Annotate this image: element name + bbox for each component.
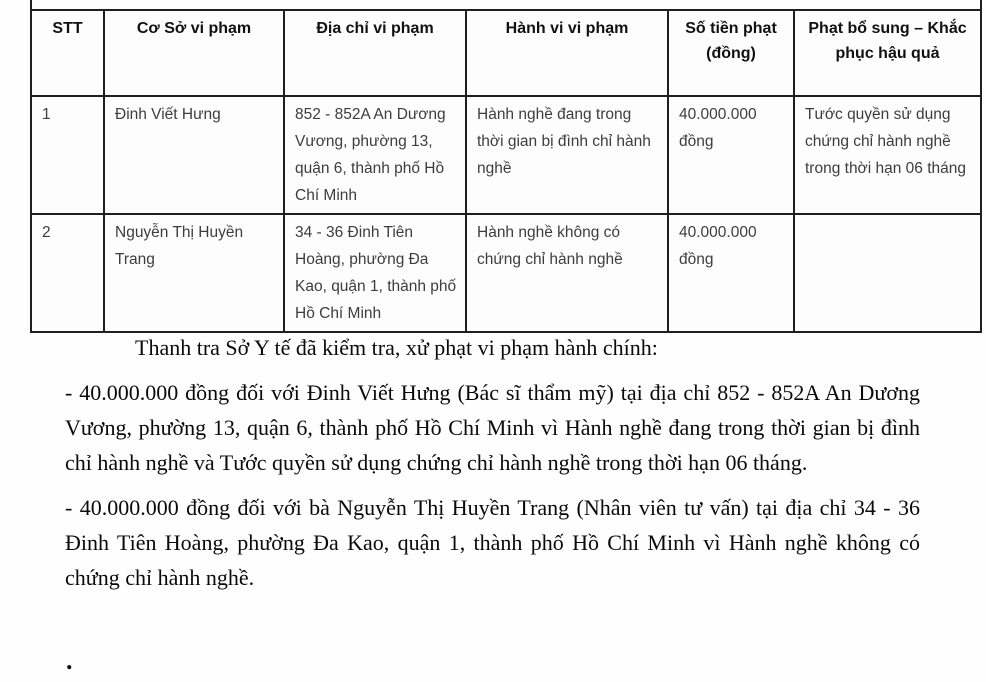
header-behavior: Hành vi vi phạm — [466, 10, 668, 96]
table-row — [31, 214, 981, 332]
intro-paragraph: Thanh tra Sở Y tế đã kiểm tra, xử phạt vi phạm hành chính: — [135, 335, 658, 360]
cell-additional-penalty: Tước quyền sử dụng chứng chỉ hành nghề trong thời hạn 06 tháng — [794, 96, 981, 214]
cell-behavior: Hành nghề không có chứng chỉ hành nghề — [466, 214, 668, 332]
penalty-item-1: - 40.000.000 đồng đối với Đinh Viết Hưng (Bác sĩ thẩm mỹ) tại địa chỉ 852 - 852A An Dương Vương, phường 13, quận 6, thành phố Hồ Chí Minh vì Hành nghề đang trong thời gian bị đình chỉ hành nghề và Tước quyền sử dụng chứng chỉ hành nghề trong thời hạn 06 tháng. — [65, 380, 920, 475]
cell-address: 852 - 852A An Dương Vương, phường 13, quận 6, thành phố Hồ Chí Minh — [284, 96, 466, 214]
cell-behavior: Hành nghề đang trong thời gian bị đình chỉ hành nghề — [466, 96, 668, 214]
cell-facility: Đinh Viết Hưng — [104, 96, 284, 214]
table-header-row — [31, 10, 981, 96]
cell-fine: 40.000.000 đồng — [668, 96, 794, 214]
penalty-item-2: - 40.000.000 đồng đối với bà Nguyễn Thị Huyền Trang (Nhân viên tư vấn) tại địa chỉ 34 - 36 Đinh Tiên Hoàng, phường Đa Kao, quận 1, thành phố Hồ Chí Minh vì Hành nghề không có chứng chỉ hành nghề. — [65, 495, 920, 590]
cell-stt: 2 — [31, 214, 104, 332]
cell-additional-penalty — [794, 214, 981, 332]
previous-row-sliver — [30, 0, 982, 9]
header-stt: STT — [31, 10, 104, 96]
header-address: Địa chỉ vi phạm — [284, 10, 466, 96]
trailing-period-mark: . — [66, 646, 73, 675]
header-additional-penalty: Phạt bổ sung – Khắc phục hậu quả — [794, 10, 981, 96]
header-fine: Số tiền phạt (đồng) — [668, 10, 794, 96]
cell-address: 34 - 36 Đinh Tiên Hoàng, phường Đa Kao, quận 1, thành phố Hồ Chí Minh — [284, 214, 466, 332]
cell-facility: Nguyễn Thị Huyền Trang — [104, 214, 284, 332]
header-facility: Cơ Sở vi phạm — [104, 10, 284, 96]
table-row — [31, 96, 981, 214]
body-text-block — [65, 330, 920, 605]
cell-stt: 1 — [31, 96, 104, 214]
violations-table — [30, 9, 982, 333]
cell-fine: 40.000.000 đồng — [668, 214, 794, 332]
